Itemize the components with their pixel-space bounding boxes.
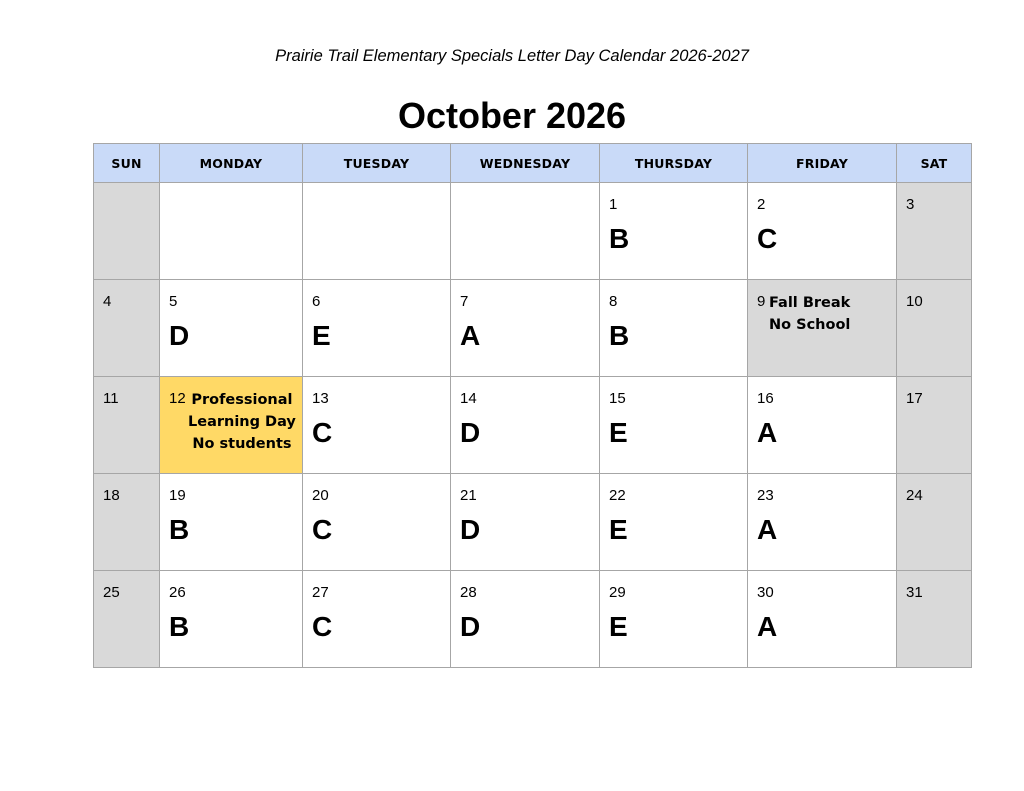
note-line: Learning Day: [188, 414, 296, 430]
letter-day: B: [609, 320, 630, 351]
weekday-header-thursday: THURSDAY: [600, 144, 748, 183]
letter-day: A: [757, 417, 778, 448]
day-number: 9: [757, 293, 766, 310]
letter-day: B: [609, 223, 630, 254]
day-cell: [897, 183, 972, 280]
week-row: [94, 474, 972, 571]
day-number: 8: [609, 293, 618, 310]
day-number: 4: [103, 293, 112, 310]
letter-day: E: [609, 611, 628, 642]
letter-day: D: [460, 417, 481, 448]
day-cell: [748, 474, 897, 571]
day-cell: [94, 474, 160, 571]
day-number: 7: [460, 293, 469, 310]
day-number: 29: [609, 584, 626, 601]
letter-day: E: [312, 320, 331, 351]
letter-day: C: [757, 223, 778, 254]
weekday-header-sat: SAT: [897, 144, 972, 183]
weekday-header-row: [94, 144, 972, 183]
day-cell: [303, 280, 451, 377]
day-number: 10: [906, 293, 923, 310]
day-number: 11: [103, 390, 119, 407]
letter-day: D: [460, 514, 481, 545]
letter-day: C: [312, 611, 333, 642]
day-cell: [600, 377, 748, 474]
day-cell: [303, 474, 451, 571]
day-cell: [303, 377, 451, 474]
letter-day: A: [757, 611, 778, 642]
day-cell: [748, 280, 897, 377]
day-cell: [897, 474, 972, 571]
day-cell: [94, 280, 160, 377]
day-number: 21: [460, 487, 477, 504]
weekday-header-monday: MONDAY: [160, 144, 303, 183]
letter-day: C: [312, 417, 333, 448]
day-number: 27: [312, 584, 329, 601]
document-title: Prairie Trail Elementary Specials Letter Day Calendar 2026-2027: [275, 47, 749, 65]
day-number: 2: [757, 196, 766, 213]
letter-day: B: [169, 611, 190, 642]
day-number: 12: [169, 390, 186, 407]
letter-day: E: [609, 514, 628, 545]
day-cell: [600, 571, 748, 668]
day-cell: [451, 280, 600, 377]
day-number: 24: [906, 487, 923, 504]
day-number: 1: [609, 196, 618, 213]
day-cell: [600, 474, 748, 571]
week-row: [94, 280, 972, 377]
day-number: 17: [906, 390, 923, 407]
letter-day: C: [312, 514, 333, 545]
weekday-header-wednesday: WEDNESDAY: [451, 144, 600, 183]
day-cell: [303, 571, 451, 668]
day-cell: [451, 571, 600, 668]
day-cell: [94, 571, 160, 668]
fall-break-note: [769, 292, 850, 336]
day-cell: [94, 183, 160, 280]
day-number: 31: [906, 584, 923, 601]
letter-day: E: [609, 417, 628, 448]
note-line: No School: [769, 317, 851, 333]
day-cell: [748, 377, 897, 474]
day-cell: [160, 183, 303, 280]
note-line: Professional: [191, 392, 293, 408]
letter-day: B: [169, 514, 190, 545]
day-cell: [897, 571, 972, 668]
day-cell: [451, 474, 600, 571]
letter-day: D: [169, 320, 190, 351]
day-number: 19: [169, 487, 186, 504]
day-cell: [600, 280, 748, 377]
letter-day: A: [460, 320, 481, 351]
day-number: 18: [103, 487, 120, 504]
day-cell: [600, 183, 748, 280]
day-number: 15: [609, 390, 626, 407]
note-line: Fall Break: [769, 295, 851, 311]
week-row: [94, 183, 972, 280]
weekday-header-sun: SUN: [94, 144, 160, 183]
day-cell: [160, 280, 303, 377]
day-number: 6: [312, 293, 321, 310]
weekday-header-tuesday: TUESDAY: [303, 144, 451, 183]
week-row: [94, 571, 972, 668]
day-cell: [160, 377, 303, 474]
day-number: 30: [757, 584, 774, 601]
day-cell: [160, 571, 303, 668]
day-cell: [94, 377, 160, 474]
day-cell: [897, 280, 972, 377]
weekday-header-friday: FRIDAY: [748, 144, 897, 183]
day-cell: [748, 571, 897, 668]
day-number: 13: [312, 390, 329, 407]
day-number: 20: [312, 487, 329, 504]
day-cell: [303, 183, 451, 280]
letter-day: D: [460, 611, 481, 642]
day-number: 25: [103, 584, 120, 601]
day-cell: [451, 183, 600, 280]
day-number: 22: [609, 487, 626, 504]
day-number: 26: [169, 584, 186, 601]
day-cell: [748, 183, 897, 280]
calendar-grid: [93, 143, 972, 668]
day-cell: [160, 474, 303, 571]
note-line: No students: [192, 436, 292, 452]
professional-day-note: [188, 389, 296, 455]
letter-day: A: [757, 514, 778, 545]
day-number: 16: [757, 390, 774, 407]
calendar-body: [94, 183, 972, 668]
day-number: 28: [460, 584, 477, 601]
day-cell: [451, 377, 600, 474]
month-title: October 2026: [397, 95, 627, 136]
day-number: 14: [460, 390, 477, 407]
day-number: 3: [906, 196, 915, 213]
day-cell: [897, 377, 972, 474]
week-row: [94, 377, 972, 474]
day-number: 5: [169, 293, 178, 310]
day-number: 23: [757, 487, 774, 504]
